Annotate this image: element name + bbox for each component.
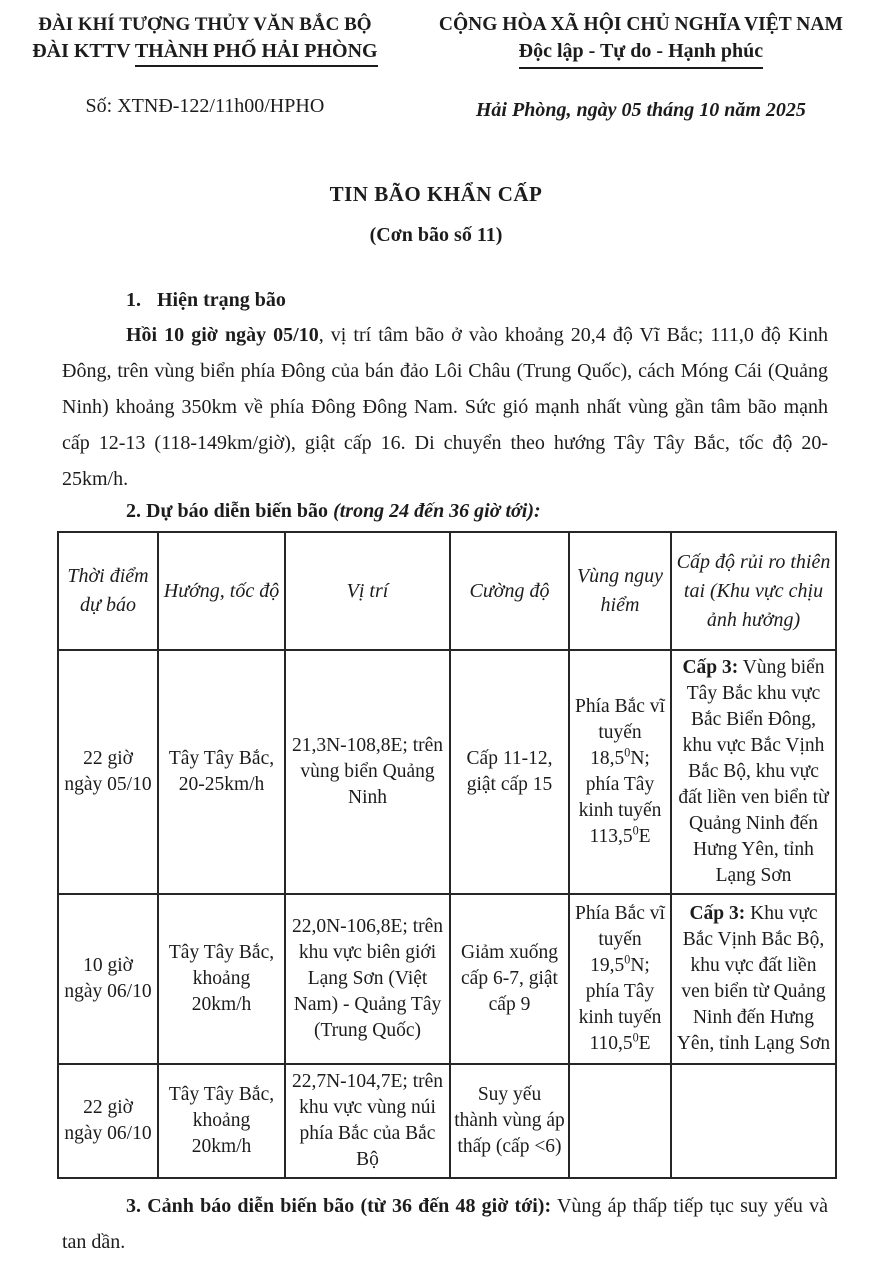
place-date-line: Hải Phòng, ngày 05 tháng 10 năm 2025 bbox=[475, 99, 806, 121]
intensity-cell: Suy yếu thành vùng áp thấp (cấp <6) bbox=[450, 1064, 569, 1178]
intensity-cell: Cấp 11-12, giật cấp 15 bbox=[450, 650, 569, 894]
risk-level-cell bbox=[671, 650, 836, 894]
document-number: Số: XTNĐ-122/11h00/HPHO bbox=[85, 95, 325, 117]
section-2-heading bbox=[62, 500, 828, 523]
document-header bbox=[0, 0, 872, 122]
national-header-block bbox=[410, 14, 872, 122]
danger-text: N; phía Tây kinh tuyến 113,5 bbox=[578, 748, 662, 847]
header-cell-direction: Hướng, tốc độ bbox=[158, 532, 285, 650]
forecast-row-1 bbox=[58, 650, 836, 894]
section-1-number: 1. bbox=[126, 289, 141, 311]
position-cell: 21,3N-108,8E; trên vùng biển Quảng Ninh bbox=[285, 650, 450, 894]
storm-status-paragraph bbox=[62, 317, 828, 497]
agency-parent-name: ĐÀI KHÍ TƯỢNG THỦY VĂN BẮC BỘ bbox=[38, 14, 372, 35]
risk-level-cell bbox=[671, 1064, 836, 1178]
section-3-paragraph bbox=[62, 1188, 828, 1260]
section-1-title: Hiện trạng bão bbox=[157, 289, 286, 311]
section-2-timeframe: (trong 24 đến 36 giờ tới): bbox=[333, 500, 541, 522]
national-motto: Độc lập - Tự do - Hạnh phúc bbox=[519, 40, 763, 69]
intensity-cell: Giảm xuống cấp 6-7, giật cấp 9 bbox=[450, 894, 569, 1064]
degree-superscript: 0 bbox=[624, 952, 631, 967]
direction-cell: Tây Tây Bắc, khoảng 20km/h bbox=[158, 1064, 285, 1178]
position-cell: 22,0N-106,8E; trên khu vực biên giới Lạng Sơn (Việt Nam) - Quảng Tây (Trung Quốc) bbox=[285, 894, 450, 1064]
danger-text: E bbox=[638, 826, 651, 847]
agency-name-prefix: ĐÀI KTTV bbox=[32, 40, 135, 62]
position-cell: 22,7N-104,7E; trên khu vực vùng núi phía Bắc của Bắc Bộ bbox=[285, 1064, 450, 1178]
agency-name bbox=[0, 40, 410, 63]
danger-zone-cell bbox=[569, 650, 671, 894]
forecast-table bbox=[57, 531, 837, 1179]
time-cell: 22 giờ ngày 06/10 bbox=[58, 1064, 158, 1178]
forecast-row-2 bbox=[58, 894, 836, 1064]
header-cell-danger-zone: Vùng nguy hiểm bbox=[569, 532, 671, 650]
risk-level-cell bbox=[671, 894, 836, 1064]
section-1-heading bbox=[62, 289, 828, 312]
issuing-agency-block bbox=[0, 14, 410, 122]
forecast-table-header-row bbox=[58, 532, 836, 650]
direction-cell: Tây Tây Bắc, khoảng 20km/h bbox=[158, 894, 285, 1064]
time-cell: 22 giờ ngày 05/10 bbox=[58, 650, 158, 894]
degree-superscript: 0 bbox=[632, 1030, 639, 1045]
agency-name-underlined: THÀNH PHỐ HẢI PHÒNG bbox=[135, 40, 378, 67]
time-cell: 10 giờ ngày 06/10 bbox=[58, 894, 158, 1064]
danger-text: Phía Bắc vĩ tuyến 19,5 bbox=[575, 903, 665, 976]
forecast-row-3 bbox=[58, 1064, 836, 1178]
danger-zone-cell bbox=[569, 894, 671, 1064]
danger-zone-cell bbox=[569, 1064, 671, 1178]
storm-status-lead: Hồi 10 giờ ngày 05/10 bbox=[126, 324, 319, 346]
risk-level-text: Khu vực Bắc Vịnh Bắc Bộ, khu vực đất liền ven biển từ Quảng Ninh đến Hưng Yên, tỉnh Lạng Sơn bbox=[676, 903, 831, 1054]
header-cell-intensity: Cường độ bbox=[450, 532, 569, 650]
degree-superscript: 0 bbox=[624, 745, 631, 760]
danger-text: N; phía Tây kinh tuyến 110,5 bbox=[578, 955, 662, 1054]
header-cell-position: Vị trí bbox=[285, 532, 450, 650]
risk-level-label: Cấp 3: bbox=[682, 657, 739, 678]
section-2-title: 2. Dự báo diễn biến bão bbox=[126, 500, 334, 522]
bulletin-subtitle: (Cơn bão số 11) bbox=[369, 224, 503, 246]
danger-text: Phía Bắc vĩ tuyến 18,5 bbox=[575, 696, 665, 769]
header-cell-time: Thời điểm dự báo bbox=[58, 532, 158, 650]
storm-status-text: , vị trí tâm bão ở vào khoảng 20,4 độ Vĩ Bắc; 111,0 độ Kinh Đông, trên vùng biển phía Đông của bán đảo Lôi Châu (Trung Quốc), cách Móng Cái (Quảng Ninh) khoảng 350km về phía Đông Đông Nam. Sức gió mạnh nhất vùng gần tâm bão mạnh cấp 12-13 (118-149km/giờ), giật cấp 16. Di chuyển theo hướng Tây Tây Bắc, tốc độ 20-25km/h. bbox=[62, 324, 828, 490]
section-3-heading: 3. Cảnh báo diễn biến bão (từ 36 đến 48 giờ tới): bbox=[126, 1195, 552, 1217]
bulletin-title: TIN BÃO KHẨN CẤP bbox=[329, 182, 543, 206]
header-cell-risk-level: Cấp độ rủi ro thiên tai (Khu vực chịu ảnh hưởng) bbox=[671, 532, 836, 650]
risk-level-text: Vùng biển Tây Bắc khu vực Bắc Biển Đông, khu vực Bắc Vịnh Bắc Bộ, khu vực đất liền ven biển từ Quảng Ninh đến Hưng Yên, tỉnh Lạng Sơn bbox=[678, 657, 829, 886]
republic-title: CỘNG HÒA XÃ HỘI CHỦ NGHĨA VIỆT NAM bbox=[438, 14, 843, 35]
section-3-text: Vùng áp thấp tiếp tục suy yếu và tan dần. bbox=[62, 1195, 829, 1253]
risk-level-label: Cấp 3: bbox=[689, 903, 746, 924]
direction-cell: Tây Tây Bắc, 20-25km/h bbox=[158, 650, 285, 894]
danger-text: E bbox=[638, 1033, 651, 1054]
degree-superscript: 0 bbox=[632, 823, 639, 838]
document-body bbox=[0, 289, 872, 1260]
